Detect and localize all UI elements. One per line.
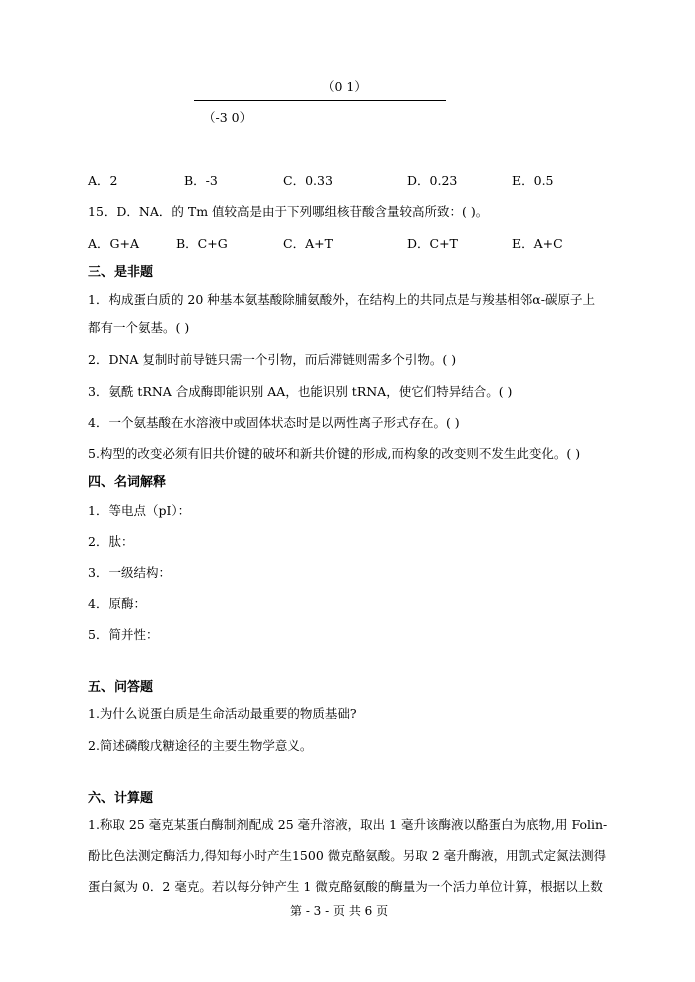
term-item-1: 1．等电点（pI）： [88, 503, 191, 518]
tf-item-1-line2: 都有一个氨基。( ) [88, 320, 190, 335]
q15-option-c: C．A+T [283, 236, 333, 251]
q14-option-a: A．2 [88, 173, 118, 188]
term-item-3: 3．一级结构： [88, 565, 171, 580]
section-calc-title: 六、计算题 [88, 791, 154, 806]
q15-option-b: B．C+G [176, 236, 228, 251]
calc-line-1: 1.称取 25 毫克某蛋白酶制剂配成 25 毫升溶液，取出 1 毫升该酶液以酪蛋白为底物,用 Folin- [88, 817, 608, 832]
q14-option-e: E．0.5 [512, 173, 554, 188]
q15-option-d: D．C+T [407, 236, 458, 251]
section-terms-title: 四、名词解释 [88, 475, 167, 490]
calc-line-2: 酚比色法测定酶活力,得知每小时产生1500 微克酪氨酸。另取 2 毫升酶液，用凯式定氮法测得 [88, 848, 607, 863]
q14-option-c: C．0.33 [283, 173, 333, 188]
tf-item-1-line1: 1．构成蛋白质的 20 种基本氨基酸除脯氨酸外，在结构上的共同点是与羧基相邻α-碳原子上 [88, 292, 595, 307]
fraction-line [194, 100, 446, 101]
point-0-1: （0 1） [322, 79, 367, 94]
point-minus3-0: （-3 0） [203, 110, 253, 125]
term-item-4: 4．原酶： [88, 596, 146, 611]
page-number: 第 - 3 - 页 共 6 页 [290, 904, 389, 918]
tf-item-5: 5.构型的改变必须有旧共价键的破坏和新共价键的形成,而构象的改变则不发生此变化。( ) [88, 446, 581, 461]
tf-item-4: 4．一个氨基酸在水溶液中或固体状态时是以两性离子形式存在。( ) [88, 415, 460, 430]
qa-item-1: 1.为什么说蛋白质是生命活动最重要的物质基础? [88, 706, 357, 721]
tf-item-3: 3．氨酰 tRNA 合成酶即能识别 AA，也能识别 tRNA，使它们特异结合。( ) [88, 384, 513, 399]
q15-question: 15．D．NA．的 Tm 值较高是由于下列哪组核苷酸含量较高所致：( )。 [88, 204, 489, 219]
qa-item-2: 2.简述磷酸戊糖途径的主要生物学意义。 [88, 738, 313, 753]
q15-option-e: E．A+C [512, 236, 563, 251]
term-item-5: 5．简并性： [88, 627, 159, 642]
calc-line-3: 蛋白氮为 0．2 毫克。若以每分钟产生 1 微克酪氨酸的酶量为一个活力单位计算，根据以上数 [88, 879, 603, 894]
q15-option-a: A．G+A [88, 236, 140, 251]
section-qa-title: 五、问答题 [88, 680, 154, 695]
term-item-2: 2．肽： [88, 534, 134, 549]
tf-item-2: 2．DNA 复制时前导链只需一个引物，而后滞链则需多个引物。( ) [88, 352, 457, 367]
section-true-false-title: 三、是非题 [88, 265, 154, 280]
q14-option-b: B．-3 [184, 173, 218, 188]
q14-option-d: D．0.23 [407, 173, 458, 188]
